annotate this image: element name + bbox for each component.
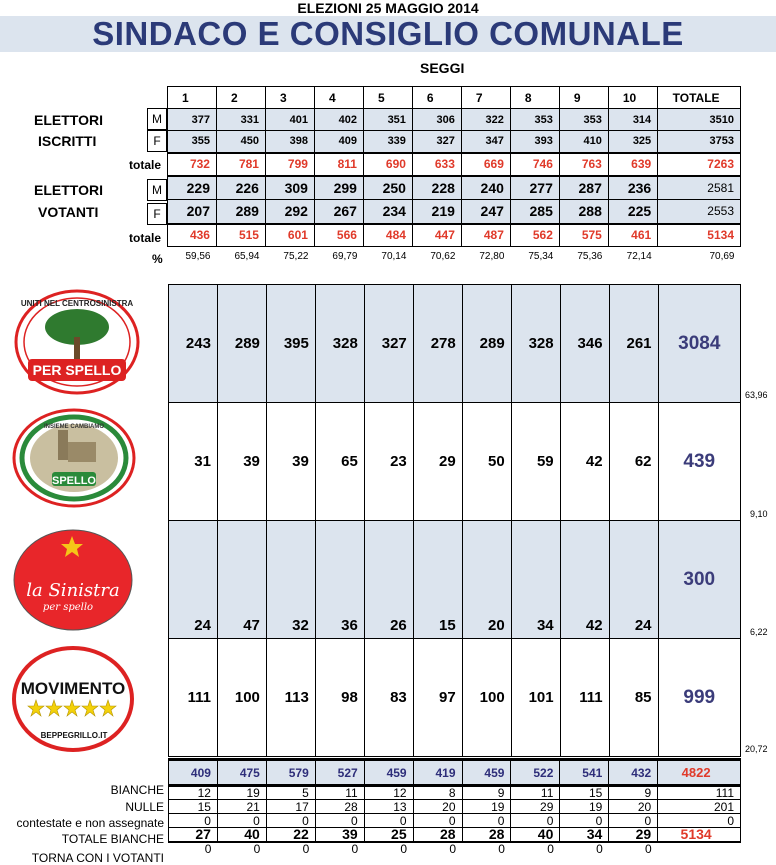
cell: 25 <box>364 828 413 842</box>
cell: 69,79 <box>332 251 358 263</box>
cell: 436 <box>168 224 217 247</box>
cell: 28 <box>462 828 511 842</box>
cell: 0 <box>498 842 505 856</box>
cell: 207 <box>168 200 217 224</box>
cell: 34 <box>511 521 560 639</box>
cell: 34 <box>560 828 609 842</box>
cell: 28 <box>315 800 364 814</box>
cell: 331 <box>216 109 265 131</box>
cell: 811 <box>314 153 363 176</box>
cell: 0 <box>204 842 212 856</box>
cell: 459 <box>462 760 511 786</box>
cell: 475 <box>217 760 266 786</box>
cell: 75,22 <box>283 251 309 263</box>
electors-table <box>167 86 741 267</box>
cell: 328 <box>511 285 560 403</box>
cell: 11 <box>315 786 364 800</box>
cell: 327 <box>412 131 461 153</box>
cell: 0 <box>511 814 560 828</box>
cell: 289 <box>217 285 266 403</box>
votanti-f-label: F <box>147 203 167 225</box>
cell: 111 <box>169 639 218 757</box>
cell: 401 <box>265 109 314 131</box>
cell: 240 <box>461 176 510 200</box>
cell: 228 <box>412 176 461 200</box>
cell: 285 <box>510 200 559 224</box>
cell: 113 <box>266 639 315 757</box>
cell: 75,34 <box>528 251 554 263</box>
cell: 0 <box>462 814 511 828</box>
cell: 327 <box>364 285 413 403</box>
votanti-f-row <box>168 200 741 224</box>
cell: 247 <box>461 200 510 224</box>
cell: 31 <box>169 403 218 521</box>
col-header: 5 <box>363 87 412 109</box>
cell: 746 <box>510 153 559 176</box>
cell: 19 <box>560 800 609 814</box>
cell: 393 <box>510 131 559 153</box>
logo-text-top: la Sinistra <box>26 580 120 601</box>
cell: 669 <box>461 153 510 176</box>
totale-bianche-row <box>169 828 741 842</box>
cell: 21 <box>217 800 266 814</box>
cell: 484 <box>363 224 412 247</box>
seggi-label: SEGGI <box>420 60 465 76</box>
cell: 250 <box>363 176 412 200</box>
votanti-m-row <box>168 176 741 200</box>
iscritti-m-label: M <box>147 108 167 130</box>
col-header: 1 <box>168 87 217 109</box>
list-total: 300 <box>658 521 740 639</box>
cell: 27 <box>169 828 218 842</box>
cell: 17 <box>266 800 315 814</box>
cell: 515 <box>216 224 265 247</box>
cell: 566 <box>314 224 363 247</box>
col-header: 10 <box>608 87 657 109</box>
list-pct: 20,72 <box>745 744 768 754</box>
cell: 325 <box>608 131 657 153</box>
cell: 0 <box>400 842 408 856</box>
cell: 39 <box>315 828 364 842</box>
cell: 355 <box>168 131 217 153</box>
cell: 97 <box>413 639 462 757</box>
cell: 32 <box>266 521 315 639</box>
header-row <box>168 87 741 109</box>
totale-bianche-label: TOTALE BIANCHE <box>61 832 164 846</box>
cell: 29 <box>511 800 560 814</box>
cell: 83 <box>364 639 413 757</box>
nulle-label: NULLE <box>125 800 164 814</box>
iscritti-label-2: ISCRITTI <box>38 133 97 149</box>
cell: 292 <box>265 200 314 224</box>
cell: 377 <box>168 109 217 131</box>
cell: 11 <box>511 786 560 800</box>
cell: 328 <box>315 285 364 403</box>
cell: 39 <box>266 403 315 521</box>
pct-row <box>168 247 741 267</box>
col-header: 2 <box>216 87 265 109</box>
cell: 98 <box>315 639 364 757</box>
page-title: SINDACO E CONSIGLIO COMUNALE <box>0 16 776 52</box>
cell: 732 <box>168 153 217 176</box>
list-pct: 6,22 <box>750 627 768 637</box>
cell: 0 <box>547 842 554 856</box>
cell: 522 <box>511 760 560 786</box>
cell: 19 <box>462 800 511 814</box>
cell: 395 <box>266 285 315 403</box>
cell: 23 <box>364 403 413 521</box>
summary-table <box>168 758 741 856</box>
col-header: 6 <box>412 87 461 109</box>
logo-text-bottom: BEPPEGRILLO.IT <box>40 731 108 740</box>
cell: 314 <box>608 109 657 131</box>
cell: 0 <box>645 842 652 856</box>
nulle-row <box>169 800 741 814</box>
logo-text-top: UNITI NEL CENTROSINISTRA <box>20 299 134 308</box>
cell: 0 <box>351 842 359 856</box>
cell: 575 <box>559 224 608 247</box>
cell: 40 <box>217 828 266 842</box>
cell: 579 <box>266 760 315 786</box>
cell: 72,14 <box>626 251 652 263</box>
insieme-cambiamo-logo <box>12 408 136 508</box>
cell: 601 <box>265 224 314 247</box>
cell: 450 <box>216 131 265 153</box>
cell: 42 <box>560 521 609 639</box>
cell: 287 <box>559 176 608 200</box>
cell: 22 <box>266 828 315 842</box>
cell: 100 <box>217 639 266 757</box>
cell: 29 <box>413 403 462 521</box>
iscritti-m-row <box>168 109 741 131</box>
cell: 50 <box>462 403 511 521</box>
cell: 639 <box>608 153 657 176</box>
cell: 20 <box>462 521 511 639</box>
col-header: 3 <box>265 87 314 109</box>
col-header-total: TOTALE <box>658 87 741 109</box>
cell: 24 <box>609 521 658 639</box>
cell: 12 <box>169 786 218 800</box>
cell: 690 <box>363 153 412 176</box>
cell: 309 <box>265 176 314 200</box>
cell: 12 <box>364 786 413 800</box>
cell: 20 <box>413 800 462 814</box>
cell: 0 <box>302 842 310 856</box>
cell-total: 5134 <box>658 224 741 247</box>
list-row <box>169 521 741 639</box>
cell: 339 <box>363 131 412 153</box>
votanti-label-2: VOTANTI <box>38 204 99 220</box>
list-total: 439 <box>658 403 740 521</box>
list-row <box>169 285 741 403</box>
cell: 75,36 <box>577 251 603 263</box>
cell: 402 <box>314 109 363 131</box>
bianche-row <box>169 786 741 800</box>
cell: 101 <box>511 639 560 757</box>
bianche-label: BIANCHE <box>110 783 164 797</box>
cell: 459 <box>364 760 413 786</box>
cell: 322 <box>461 109 510 131</box>
cell-total: 2553 <box>658 200 741 224</box>
cell: 0 <box>596 842 603 856</box>
votanti-totale-label: totale <box>129 231 162 245</box>
cell-total: 7263 <box>658 153 741 176</box>
cell: 42 <box>560 403 609 521</box>
cell: 347 <box>461 131 510 153</box>
cell: 432 <box>609 760 658 786</box>
cell: 541 <box>560 760 609 786</box>
cell: 0 <box>315 814 364 828</box>
col-header: 4 <box>314 87 363 109</box>
cell: 65,94 <box>234 251 260 263</box>
cell-total: 0 <box>658 814 741 828</box>
cell: 5 <box>266 786 315 800</box>
cell-total: 201 <box>658 800 741 814</box>
lists-table <box>168 284 741 757</box>
list-pct: 9,10 <box>750 509 768 519</box>
cell: 0 <box>364 814 413 828</box>
cell: 419 <box>413 760 462 786</box>
cell: 289 <box>462 285 511 403</box>
votanti-m-label: M <box>147 179 167 201</box>
cell: 409 <box>169 760 218 786</box>
cell: 0 <box>266 814 315 828</box>
logo-text-bottom: per spello <box>42 602 94 613</box>
cell: 59 <box>511 403 560 521</box>
cell: 15 <box>413 521 462 639</box>
cell: 24 <box>169 521 218 639</box>
cell: 19 <box>217 786 266 800</box>
cell: 409 <box>314 131 363 153</box>
cell: 0 <box>449 842 457 856</box>
cell: 9 <box>609 786 658 800</box>
cell: 226 <box>216 176 265 200</box>
cell: 47 <box>217 521 266 639</box>
cell: 0 <box>253 842 261 856</box>
iscritti-totale-label: totale <box>129 158 162 172</box>
sum-row <box>169 760 741 786</box>
cell: 487 <box>461 224 510 247</box>
cell: 100 <box>462 639 511 757</box>
logo-text-bottom: SPELLO <box>51 475 97 487</box>
cell: 85 <box>609 639 658 757</box>
cell: 26 <box>364 521 413 639</box>
cell: 633 <box>412 153 461 176</box>
cell: 398 <box>265 131 314 153</box>
cell: 9 <box>462 786 511 800</box>
movimento-logo <box>12 646 134 752</box>
cell: 288 <box>559 200 608 224</box>
cell: 306 <box>412 109 461 131</box>
cell: 65 <box>315 403 364 521</box>
cell: 299 <box>314 176 363 200</box>
cell: 353 <box>559 109 608 131</box>
cell: 243 <box>169 285 218 403</box>
list-total: 999 <box>658 639 740 757</box>
cell: 461 <box>608 224 657 247</box>
iscritti-totale-row <box>168 153 741 176</box>
cell: 0 <box>560 814 609 828</box>
cell: 111 <box>560 639 609 757</box>
cell-total: 3753 <box>658 131 741 153</box>
cell: 346 <box>560 285 609 403</box>
cell: 0 <box>413 814 462 828</box>
cell: 8 <box>413 786 462 800</box>
cell: 225 <box>608 200 657 224</box>
list-row <box>169 403 741 521</box>
cell: 70,62 <box>430 251 456 263</box>
cell: 527 <box>315 760 364 786</box>
list-total: 3084 <box>658 285 740 403</box>
cell: 59,56 <box>185 251 211 263</box>
la-sinistra-logo <box>12 528 134 632</box>
list-pct: 63,96 <box>745 390 768 400</box>
cell: 62 <box>609 403 658 521</box>
cell-total: 5134 <box>658 828 741 842</box>
col-header: 9 <box>559 87 608 109</box>
votanti-label-1: ELETTORI <box>34 182 103 198</box>
cell-total: 2581 <box>658 176 741 200</box>
cell: 229 <box>168 176 217 200</box>
cell: 36 <box>315 521 364 639</box>
cell: 447 <box>412 224 461 247</box>
cell: 70,14 <box>381 251 407 263</box>
cell: 353 <box>510 109 559 131</box>
contestate-label: contestate e non assegnate <box>16 816 164 830</box>
cell: 261 <box>609 285 658 403</box>
iscritti-f-row <box>168 131 741 153</box>
cell: 0 <box>169 814 218 828</box>
cell: 410 <box>559 131 608 153</box>
election-date: ELEZIONI 25 MAGGIO 2014 <box>297 0 479 16</box>
cell: 236 <box>608 176 657 200</box>
cell: 799 <box>265 153 314 176</box>
cell: 0 <box>609 814 658 828</box>
cell: 28 <box>413 828 462 842</box>
cell: 15 <box>169 800 218 814</box>
cell-total <box>658 842 741 856</box>
cell: 219 <box>412 200 461 224</box>
cell: 289 <box>216 200 265 224</box>
cell: 39 <box>217 403 266 521</box>
cell-total: 70,69 <box>709 251 735 263</box>
cell: 562 <box>510 224 559 247</box>
centrosinistra-logo <box>14 289 140 395</box>
iscritti-label-1: ELETTORI <box>34 112 103 128</box>
cell: 278 <box>413 285 462 403</box>
votanti-totale-row <box>168 224 741 247</box>
list-row <box>169 639 741 757</box>
torna-row <box>169 842 741 856</box>
cell: 15 <box>560 786 609 800</box>
cell-total: 3510 <box>658 109 741 131</box>
logo-text-top: MOVIMENTO <box>20 679 126 698</box>
cell: 40 <box>511 828 560 842</box>
cell: 267 <box>314 200 363 224</box>
pct-label: % <box>152 252 163 266</box>
cell: 277 <box>510 176 559 200</box>
cell: 763 <box>559 153 608 176</box>
cell-total: 4822 <box>658 760 741 786</box>
logo-text-top: INSIEME CAMBIAMO <box>44 424 104 430</box>
cell: 29 <box>609 828 658 842</box>
cell: 72,80 <box>479 251 505 263</box>
cell: 781 <box>216 153 265 176</box>
torna-label: TORNA CON I VOTANTI <box>31 851 164 865</box>
cell: 20 <box>609 800 658 814</box>
col-header: 7 <box>461 87 510 109</box>
cell: 13 <box>364 800 413 814</box>
cell-total: 111 <box>658 786 741 800</box>
cell: 351 <box>363 109 412 131</box>
iscritti-f-label: F <box>147 130 167 152</box>
logo-text-bottom: PER SPELLO <box>32 362 122 378</box>
cell: 234 <box>363 200 412 224</box>
cell: 0 <box>217 814 266 828</box>
col-header: 8 <box>510 87 559 109</box>
